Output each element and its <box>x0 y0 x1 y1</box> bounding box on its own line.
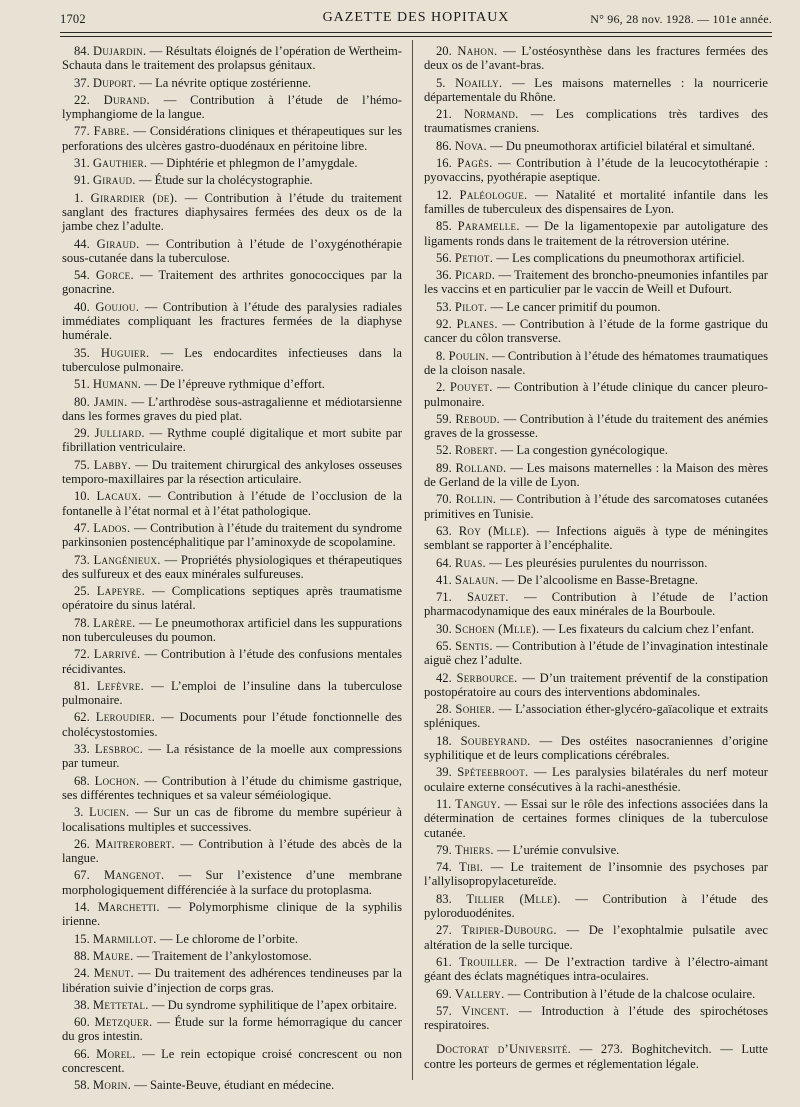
entry-title: — Les complications du pneumothorax artificiel. <box>493 250 745 265</box>
thesis-label: Doctorat d’Université. <box>436 1042 572 1057</box>
list-item <box>62 458 402 487</box>
list-item <box>424 268 768 297</box>
entry-title: — Des ostéites nasocraniennes d’origine syphilitique et de leurs complications cérébrales. <box>424 733 768 763</box>
list-item <box>62 647 402 676</box>
entry-title: — Le chlorome de l’orbite. <box>156 931 299 946</box>
list-item <box>424 765 768 794</box>
entry-author: Menut. <box>93 966 134 981</box>
entry-author: Nahon. <box>457 44 498 58</box>
entry-number: 63. <box>436 523 452 538</box>
list-item <box>424 797 768 840</box>
entry-number: 60. <box>74 1015 90 1030</box>
list-item <box>62 616 402 645</box>
entry-number: 30. <box>436 621 452 636</box>
entry-title: — Traitement des broncho-pneumonies infantiles par les vaccins et en particulier par le vaccin de Weill et Dufourt. <box>424 268 768 297</box>
entry-number: 12. <box>436 187 452 202</box>
entry-author: Roy (Mlle). <box>458 523 530 538</box>
entry-author: Normand. <box>463 107 519 122</box>
entry-number: 91. <box>74 173 90 188</box>
entry-author: Reboud. <box>455 411 501 426</box>
entry-number: 66. <box>74 1046 90 1061</box>
entry-author: Leroudier. <box>95 710 156 725</box>
entry-number: 53. <box>436 299 452 314</box>
entry-author: Tanguy. <box>455 796 501 811</box>
entry-title: — Sur un cas de fibrome du membre supérieur à localisations multiples et successives. <box>62 805 402 834</box>
entry-author: Picard. <box>455 268 496 283</box>
entry-number: 40. <box>74 299 90 314</box>
right-column <box>424 44 768 1074</box>
list-item <box>62 489 402 518</box>
entry-number: 84. <box>74 44 90 58</box>
entry-title: — Contribution à l’étude de l’occlusion de la fontanelle à l’état normal et à l’état pathologique. <box>62 489 402 518</box>
entry-title: — Les maisons maternelles : la nourricerie départementale du Rhône. <box>424 75 768 104</box>
list-item <box>424 443 768 457</box>
entry-title: — Contribution à l’étude de l’oxygénothérapie sous-cutanée dans la tuberculose. <box>62 236 402 265</box>
list-item <box>62 679 402 708</box>
journal-title: GAZETTE DES HOPITAUX <box>322 10 510 25</box>
entry-title: — L’association éther-glycéro-gaïacolique et extraits spléniques. <box>424 702 768 731</box>
list-item <box>424 556 768 570</box>
list-item <box>424 219 768 248</box>
entry-author: Lacaux. <box>96 489 142 504</box>
entry-number: 77. <box>74 124 90 139</box>
entry-title: — Contribution à l’étude de la leucocytothérapie : pyovaccins, pyothérapie aseptique. <box>424 156 768 185</box>
entry-number: 8. <box>436 348 446 363</box>
entry-number: 72. <box>74 647 90 662</box>
entry-title: — Contribution à l’étude des hématomes traumatiques de la cloison nasale. <box>424 348 768 377</box>
list-item <box>62 584 402 613</box>
entry-author: Soubeyrand. <box>460 733 531 748</box>
entry-title: — De la ligamentopexie par autoligature des ligaments ronds dans le traitement de la rétroversion utérine. <box>424 219 768 248</box>
list-item <box>424 524 768 553</box>
entry-author: Poulin. <box>448 348 489 363</box>
entry-author: Maure. <box>92 948 134 963</box>
header-rule <box>60 32 772 33</box>
list-item <box>62 268 402 297</box>
entry-number: 81. <box>74 678 90 693</box>
entry-number: 42. <box>436 670 452 685</box>
entry-author: Labby. <box>93 457 132 472</box>
list-item <box>424 892 768 921</box>
entry-title: — Contribution à l’étude de la forme gastrique du cancer du côlon transverse. <box>424 317 768 346</box>
entry-author: Pagès. <box>457 156 493 171</box>
entry-number: 86. <box>436 138 452 153</box>
entry-number: 78. <box>74 615 90 630</box>
entry-author: Ruas. <box>454 555 486 570</box>
entry-number: 54. <box>74 268 90 283</box>
entry-author: Sauzet. <box>466 590 509 605</box>
entry-title: — L’arthrodèse sous-astragalienne et médiotarsienne dans les formes graves du pied plat. <box>62 394 402 423</box>
list-item <box>424 107 768 136</box>
entry-author: Nova. <box>454 138 487 153</box>
entry-author: Sentis. <box>455 638 493 653</box>
entry-title: — Le rein ectopique croisé concrescent ou non concrescent. <box>62 1046 402 1075</box>
entry-number: 57. <box>436 1003 452 1018</box>
list-item <box>424 156 768 185</box>
entry-number: 27. <box>436 923 452 938</box>
entry-author: Sohier. <box>455 702 496 717</box>
entry-title: — Sur l’existence d’une membrane morphologiquement différenciée à la surface du protoplasma. <box>62 868 402 897</box>
entry-author: Larère. <box>93 615 136 630</box>
entry-title: — Contribution à l’étude du chimisme gastrique, ses différentes techniques et sa valeur séméiologique. <box>62 773 402 802</box>
entry-title: — La résistance de la moelle aux compressions par tumeur. <box>62 742 402 771</box>
entry-number: 16. <box>436 156 452 171</box>
list-item <box>62 932 402 946</box>
header-rule-thin <box>60 36 772 37</box>
entry-title: — Contribution à l’étude de l’invagination intestinale aiguë chez l’adulte. <box>424 638 768 668</box>
entry-title: — Propriétés physiologiques et thérapeutiques des sulfureux et des eaux minérales sulfureuses. <box>62 552 402 581</box>
entry-title: — Contribution à l’étude des abcès de la langue. <box>62 836 403 866</box>
entry-author: Vincent. <box>461 1003 510 1018</box>
entry-author: Larrivé. <box>93 647 141 662</box>
entry-number: 65. <box>436 638 452 653</box>
list-item <box>424 188 768 217</box>
entry-title: — Documents pour l’étude fonctionnelle des cholécystostomies. <box>62 710 402 739</box>
list-item <box>62 173 402 187</box>
list-item <box>62 837 402 866</box>
entry-title: — Étude sur la cholécystographie. <box>135 173 313 188</box>
list-item <box>62 93 402 122</box>
entry-title: — Du traitement chirurgical des ankyloses osseuses temporo-maxillaires par la résection articulaire. <box>62 457 402 487</box>
entry-author: Maitrerobert. <box>95 836 175 851</box>
list-item <box>424 923 768 952</box>
list-item <box>424 702 768 731</box>
thesis-note <box>424 1042 768 1071</box>
list-item <box>424 639 768 668</box>
entry-title: — Les paralysies bilatérales du nerf moteur oculaire externe consécutives à la rachi-anesthésie. <box>424 765 768 794</box>
entry-title: — Les pleurésies purulentes du nourrisson. <box>485 555 708 570</box>
entry-author: Tillier (Mlle). <box>466 891 561 906</box>
entry-number: 1. <box>74 190 84 205</box>
entry-author: Rolland. <box>455 460 507 475</box>
list-item <box>62 377 402 391</box>
entry-number: 70. <box>436 492 452 507</box>
entry-number: 24. <box>74 966 90 981</box>
entry-author: Langénieux. <box>93 552 161 567</box>
entry-title: — Contribution à l’étude du traitement du syndrome parkinsonien postencéphalitique par l’aminoxyde de scopolamine. <box>62 520 402 550</box>
entry-author: Spéteebroot. <box>457 765 529 780</box>
entry-author: Humann. <box>92 377 142 392</box>
entry-author: Morin. <box>92 1078 132 1093</box>
entry-author: Vallery. <box>454 986 505 1001</box>
entry-number: 5. <box>436 75 446 90</box>
entry-number: 20. <box>436 44 452 58</box>
entry-title: — Le cancer primitif du poumon. <box>487 299 661 314</box>
list-item <box>424 76 768 105</box>
entry-number: 62. <box>74 710 90 725</box>
entry-author: Paramelle. <box>457 219 520 234</box>
entry-author: Julliard. <box>94 426 145 441</box>
list-item <box>424 843 768 857</box>
entry-number: 10. <box>74 489 90 504</box>
entry-number: 56. <box>436 250 452 265</box>
entry-title: — Infections aiguës à type de méningites semblant se rapporter à l’encéphalite. <box>424 523 768 553</box>
entry-author: Serbource. <box>456 670 518 685</box>
entry-author: Giraud. <box>96 236 140 251</box>
list-item <box>62 76 402 90</box>
list-item <box>62 774 402 803</box>
entry-number: 67. <box>74 868 90 883</box>
page-header <box>60 10 772 34</box>
entry-number: 88. <box>74 948 90 963</box>
entry-author: Mangenot. <box>103 868 165 883</box>
entry-author: Robert. <box>454 443 498 458</box>
list-item <box>424 492 768 521</box>
entry-title: — Contribution à l’étude du traitement sanglant des fractures diaphysaires fermées des deux os de la jambe chez l’adulte. <box>62 190 402 234</box>
list-item <box>62 710 402 739</box>
entry-title: — D’un traitement préventif de la constipation postopératoire au cours des interventions abdominales. <box>424 670 768 699</box>
entry-author: Morel. <box>96 1046 136 1061</box>
entry-author: Schoen (Mlle). <box>454 621 540 636</box>
list-item <box>424 412 768 441</box>
left-column <box>62 44 402 1096</box>
entry-author: Lapeyre. <box>96 584 146 599</box>
list-item <box>62 521 402 550</box>
list-item <box>424 44 768 73</box>
list-item <box>62 868 402 897</box>
list-item <box>424 622 768 636</box>
entry-author: Thiers. <box>454 842 494 857</box>
entry-number: 44. <box>74 236 90 251</box>
entry-author: Giraud. <box>92 173 136 188</box>
entry-title: — Contribution à l’étude du traitement des anémies graves de la grossesse. <box>424 411 769 441</box>
list-item <box>62 1015 402 1044</box>
entry-title: — De l’extraction tardive à l’électro-aimant géant des éclats magnétiques intra-oculaires. <box>424 954 768 984</box>
list-item <box>62 124 402 153</box>
entry-number: 36. <box>436 268 452 283</box>
entry-number: 31. <box>74 156 90 171</box>
entry-number: 28. <box>436 702 452 717</box>
entry-author: Lucien. <box>89 805 130 820</box>
list-item <box>62 237 402 266</box>
entry-title: — Du pneumothorax artificiel bilatéral et simultané. <box>487 138 755 153</box>
entry-title: — Contribution à l’étude des sarcomatoses cutanées primitives en Tunisie. <box>424 492 769 521</box>
entry-number: 64. <box>436 555 452 570</box>
entry-author: Tripier-Dubourg. <box>461 923 557 938</box>
list-item <box>424 987 768 1001</box>
entry-number: 71. <box>436 590 452 605</box>
entry-author: Gauthier. <box>92 156 148 171</box>
entry-number: 59. <box>436 411 452 426</box>
entry-title: — Polymorphisme clinique de la syphilis irienne. <box>62 900 402 929</box>
entry-author: Lados. <box>93 520 131 535</box>
list-item <box>62 191 402 234</box>
entry-author: Rollin. <box>455 492 497 507</box>
entry-title: — Traitement de l’ankylostomose. <box>133 948 312 963</box>
column-divider <box>412 40 413 1080</box>
entry-title: — Contribution à l’étude de l’action pharmacodynamique des eaux minérales de la Bourboule. <box>424 590 768 619</box>
entry-number: 75. <box>74 457 90 472</box>
entry-title: — L’ostéosynthèse dans les fractures fermées des deux os de l’avant-bras. <box>424 44 768 73</box>
list-item <box>62 300 402 343</box>
entry-title: — L’urémie convulsive. <box>493 842 620 857</box>
list-item <box>424 317 768 346</box>
entry-title: — De l’exophtalmie pulsatile avec altération de la selle turcique. <box>424 923 768 952</box>
entry-author: Mettetal. <box>92 997 149 1012</box>
entry-author: Tibi. <box>459 860 484 875</box>
list-item <box>424 860 768 889</box>
entry-number: 22. <box>74 92 90 107</box>
entry-author: Noailly. <box>455 75 503 90</box>
entry-number: 26. <box>74 836 90 851</box>
entry-title: — Les complications très tardives des traumatismes craniens. <box>424 107 769 136</box>
list-item <box>62 346 402 375</box>
entry-number: 18. <box>436 733 452 748</box>
entry-author: Jamin. <box>93 394 128 409</box>
entry-author: Pilot. <box>454 299 488 314</box>
entry-title: — L’emploi de l’insuline dans la tuberculose pulmonaire. <box>62 678 402 708</box>
entry-author: Salaun. <box>454 572 499 587</box>
entry-number: 80. <box>74 394 90 409</box>
entry-number: 29. <box>74 426 90 441</box>
list-item <box>62 949 402 963</box>
entry-number: 69. <box>436 986 452 1001</box>
entry-title: — Complications septiques après traumatisme opératoire du sinus latéral. <box>62 584 402 613</box>
entry-title: — Essai sur le rôle des infections associées dans la détermination de certaines formes cliniques de la tuberculose cutanée. <box>424 796 768 840</box>
issue-info: N° 96, 28 nov. 1928. — 101e année. <box>590 12 772 26</box>
entry-author: Lesbroc. <box>94 742 144 757</box>
list-item <box>424 573 768 587</box>
list-item <box>424 1004 768 1033</box>
entry-number: 15. <box>74 931 90 946</box>
entry-number: 41. <box>436 572 452 587</box>
entry-title: — Sainte-Beuve, étudiant en médecine. <box>131 1078 335 1093</box>
entry-number: 74. <box>436 860 452 875</box>
entry-number: 37. <box>74 75 90 90</box>
entry-number: 21. <box>436 107 452 122</box>
list-item <box>424 671 768 700</box>
entry-author: Gorce. <box>95 268 134 283</box>
entry-number: 92. <box>436 317 452 332</box>
list-item <box>62 395 402 424</box>
entry-author: Goujou. <box>95 299 140 314</box>
list-item <box>62 426 402 455</box>
entry-title: — La congestion gynécologique. <box>497 443 668 458</box>
entry-number: 85. <box>436 219 452 234</box>
page-number: 1702 <box>60 12 86 26</box>
list-item <box>424 139 768 153</box>
entry-author: Huguier. <box>100 345 150 360</box>
entry-title: — Contribution à l’étude des confusions mentales récidivantes. <box>62 647 402 676</box>
entry-title: — Contribution à l’étude de la chalcose oculaire. <box>504 986 756 1001</box>
entry-number: 33. <box>74 742 90 757</box>
entry-author: Lochon. <box>94 773 140 788</box>
list-item <box>62 1078 402 1092</box>
list-item <box>424 380 768 409</box>
list-item <box>424 300 768 314</box>
entry-title: — Étude sur la forme hémorragique du cancer du gros intestin. <box>62 1015 402 1044</box>
entry-number: 52. <box>436 443 452 458</box>
entry-number: 35. <box>74 345 90 360</box>
entry-title: — Considérations cliniques et thérapeutiques sur les perforations des ulcères gastro-duodénaux en péritoine libre. <box>62 124 402 153</box>
entry-number: 38. <box>74 997 90 1012</box>
entry-title: — Contribution à l’étude clinique du cancer pleuro-pulmonaire. <box>424 380 768 409</box>
entry-title: — De l’épreuve rythmique d’effort. <box>141 377 325 392</box>
list-item <box>424 349 768 378</box>
entry-author: Planes. <box>456 317 498 332</box>
entry-author: Marchetti. <box>97 900 160 915</box>
list-item <box>424 251 768 265</box>
entry-number: 68. <box>74 773 90 788</box>
list-item <box>424 461 768 490</box>
entry-author: Girardier (de). <box>90 190 178 205</box>
entry-title: — Le traitement de l’insomnie des psychoses par l’allylisopropylacetureïde. <box>424 860 769 889</box>
entry-title: — De l’alcoolisme en Basse-Bretagne. <box>498 572 698 587</box>
entry-number: 51. <box>74 377 90 392</box>
entry-title: — Les maisons maternelles : la Maison des mères de Gerland de la ville de Lyon. <box>424 460 768 490</box>
entry-author: Fabre. <box>93 124 130 139</box>
entry-author: Petiot. <box>454 250 494 265</box>
entry-author: Dujardin. <box>92 44 147 58</box>
entry-author: Marmillot. <box>92 931 157 946</box>
entry-title: — Le pneumothorax artificiel dans les suppurations non tuberculeuses du poumon. <box>62 615 402 644</box>
entry-number: 73. <box>74 552 90 567</box>
entry-number: 25. <box>74 584 90 599</box>
entry-title: — Contribution à l’étude des pyloroduodénites. <box>424 891 768 921</box>
list-item <box>62 1047 402 1076</box>
entry-author: Durand. <box>103 92 150 107</box>
entry-title: — Diphtérie et phlegmon de l’amygdale. <box>147 156 358 171</box>
list-item <box>424 955 768 984</box>
entry-author: Pouyet. <box>449 380 493 395</box>
list-item <box>62 900 402 929</box>
list-item <box>62 553 402 582</box>
entry-title: — Traitement des arthrites gonococciques par la gonacrine. <box>62 268 402 297</box>
entry-number: 14. <box>74 900 90 915</box>
entry-title: — Contribution à l’étude de l’hémo-lymphangiome de la langue. <box>62 92 402 122</box>
entry-title: — Résultats éloignés de l’opération de Wertheim-Schauta dans le traitement des prolapsus génitaux. <box>62 44 402 73</box>
entry-author: Lefèvre. <box>96 678 145 693</box>
entry-number: 39. <box>436 765 452 780</box>
entry-title: — La névrite optique zostérienne. <box>136 75 312 90</box>
entry-title: — Du syndrome syphilitique de l’apex orbitaire. <box>148 997 398 1012</box>
entry-number: 3. <box>74 805 84 820</box>
entry-number: 58. <box>74 1078 90 1093</box>
entry-title: — Du traitement des adhérences tendineuses par la libération suivie d’injection de corps gras. <box>62 966 402 995</box>
list-item <box>424 734 768 763</box>
list-item <box>62 805 402 834</box>
entry-author: Metzquer. <box>94 1015 153 1030</box>
list-item <box>62 998 402 1012</box>
entry-title: — Les fixateurs du calcium chez l’enfant. <box>539 621 755 636</box>
entry-title: — Les endocardites infectieuses dans la tuberculose pulmonaire. <box>62 345 402 374</box>
entry-number: 79. <box>436 842 452 857</box>
entry-number: 47. <box>74 520 90 535</box>
entry-number: 2. <box>436 380 446 395</box>
right-entries <box>424 44 768 1032</box>
entry-author: Paléologue. <box>459 187 528 202</box>
list-item <box>62 156 402 170</box>
entry-number: 61. <box>436 954 452 969</box>
entry-author: Trouiller. <box>459 954 518 969</box>
list-item <box>62 966 402 995</box>
list-item <box>62 742 402 771</box>
entry-number: 11. <box>436 796 452 811</box>
entry-title: — Introduction à l’étude des spirochétoses respiratoires. <box>424 1003 768 1033</box>
entry-author: Duport. <box>92 75 137 90</box>
thesis-text: — 273. Boghitchevitch. — Lutte contre les porteurs de germes et réglementation légale. <box>424 1042 768 1071</box>
entry-title: — Rythme couplé digitalique et mort subite par fibrillation ventriculaire. <box>62 426 402 455</box>
entry-number: 89. <box>436 460 452 475</box>
list-item <box>62 44 402 73</box>
entry-title: — Contribution à l’étude des paralysies radiales immédiates compliquant les fractures fermées de la diaphyse humérale. <box>62 299 402 343</box>
entry-title: — Natalité et mortalité infantile dans les familles de tuberculeux des dispensaires de Lyon. <box>424 187 768 216</box>
list-item <box>424 590 768 619</box>
entry-number: 83. <box>436 891 452 906</box>
